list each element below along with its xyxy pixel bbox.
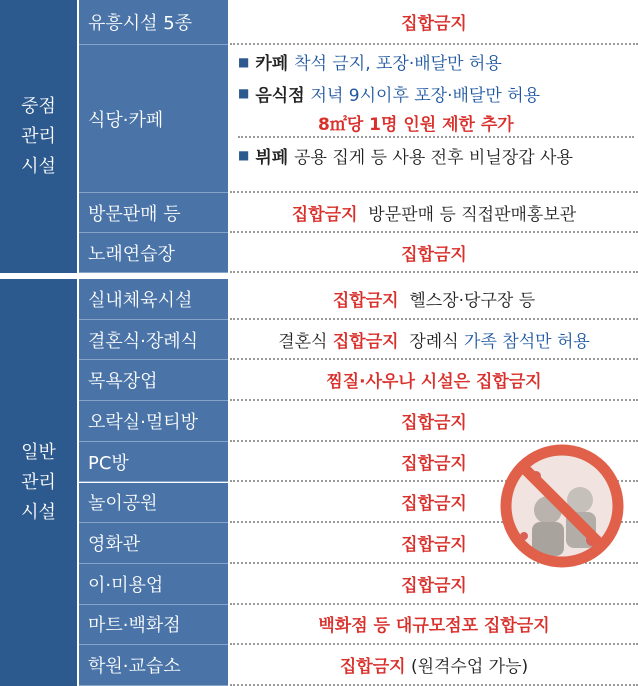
detail-text: 뷔페 — [255, 147, 295, 168]
facility-label: 놀이공원 — [88, 493, 158, 515]
facility-label: 방문판매 등 — [88, 203, 181, 225]
detail-text: 집합금지 — [339, 657, 406, 678]
facility-label: 영화관 — [88, 534, 141, 556]
facility-cell — [79, 193, 228, 233]
detail-text: 집합금지 — [401, 575, 467, 596]
detail-cell — [230, 401, 638, 442]
facility-label: 식당·카페 — [88, 109, 164, 131]
facility-cell — [79, 0, 228, 45]
detail-text: 착석 금지, 포장·배달만 허용 — [294, 54, 502, 74]
facility-cell — [79, 320, 228, 361]
detail-text: 집합금지 — [401, 244, 467, 265]
facility-label: 결혼식·장례식 — [88, 330, 199, 352]
detail-cell — [230, 233, 638, 273]
facility-label: 이·미용업 — [88, 574, 164, 596]
facility-cell — [79, 483, 228, 524]
facility-label: 목욕장업 — [88, 371, 158, 393]
prohibited-gathering-icon — [496, 440, 628, 572]
detail-text: 공용 집게 등 사용 전후 비닐장갑 사용 — [294, 147, 573, 168]
facility-cell — [79, 442, 228, 483]
detail-text: 찜질·사우나 시설은 집합금지 — [326, 372, 542, 393]
facility-cell — [79, 360, 228, 401]
facility-cell — [79, 645, 228, 686]
restaurant-line — [238, 78, 540, 108]
section-divider — [0, 273, 638, 278]
detail-text: 방문판매 등 직접판매홍보관 — [357, 204, 577, 225]
detail-cell — [230, 193, 638, 233]
detail-text: 집합금지 — [401, 453, 467, 474]
detail-text: (원격수업 가능) — [405, 657, 529, 678]
detail-cell — [230, 605, 638, 646]
detail-text: 집합금지 — [332, 290, 399, 311]
detail-text: 집합금지 — [332, 331, 399, 352]
category-general-facilities — [0, 279, 77, 686]
facility-label: 실내체육시설 — [88, 289, 193, 311]
category-label: 일반 관리 시설 — [21, 441, 56, 523]
detail-text: 집합금지 — [401, 14, 467, 34]
detail-text: 백화점 등 대규모점포 집합금지 — [318, 616, 550, 637]
detail-text: 집합금지 — [401, 494, 467, 515]
facility-cell — [79, 45, 228, 193]
facility-cell — [79, 605, 228, 646]
detail-text: 음식점 — [255, 85, 311, 106]
detail-text: 장례식 — [398, 331, 465, 352]
category-key-facilities — [0, 0, 77, 273]
detail-text: 집합금지 — [401, 412, 467, 433]
detail-cell — [230, 0, 638, 45]
detail-text: 저녁 9시이후 포장·배달만 허용 — [310, 85, 541, 106]
facility-label: 유흥시설 5종 — [88, 13, 193, 34]
category-label: 중점 관리 시설 — [21, 95, 56, 177]
facility-cell — [79, 523, 228, 564]
detail-text: 결혼식 — [278, 331, 333, 352]
bullet-icon: ■ — [238, 54, 250, 69]
detail-cell — [230, 320, 638, 361]
detail-text: 집합금지 — [401, 535, 467, 556]
facility-label: 노래연습장 — [88, 243, 175, 265]
facility-label: PC방 — [88, 452, 129, 474]
detail-cell — [230, 360, 638, 401]
cafe-line — [238, 45, 502, 78]
facility-cell — [79, 279, 228, 320]
detail-text: 헬스장·당구장 등 — [398, 290, 536, 311]
cafe-detail-cell — [230, 45, 638, 193]
facility-label: 오락실·멀티방 — [88, 411, 199, 433]
facility-cell — [79, 401, 228, 442]
bullet-icon: ■ — [238, 86, 250, 100]
detail-text: 카페 — [255, 54, 295, 74]
facility-cell — [79, 233, 228, 273]
facility-label: 마트·백화점 — [88, 615, 181, 637]
detail-text: 8㎡당 1명 인원 제한 추가 — [318, 114, 514, 135]
detail-text: 가족 참석만 허용 — [464, 331, 590, 352]
facility-label: 학원·교습소 — [88, 656, 181, 678]
bullet-icon: ■ — [238, 148, 250, 162]
detail-cell — [230, 645, 638, 686]
detail-cell — [230, 279, 638, 320]
buffet-line — [238, 138, 573, 172]
facility-cell — [79, 564, 228, 605]
restaurant-limit-line — [238, 108, 634, 138]
detail-text: 집합금지 — [291, 204, 358, 225]
